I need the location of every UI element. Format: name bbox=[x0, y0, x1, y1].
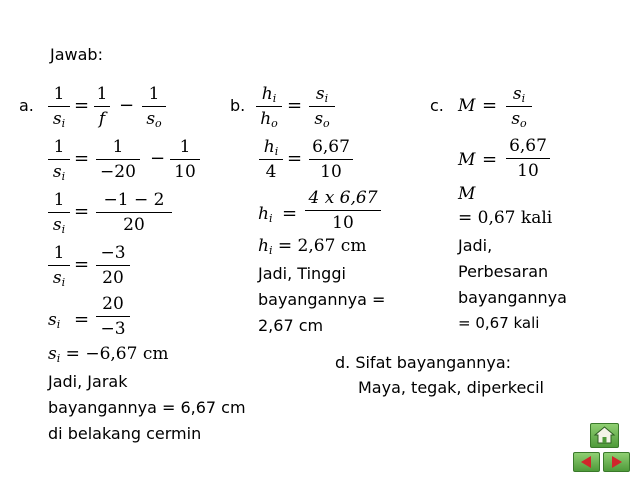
label-a: a. bbox=[19, 96, 34, 115]
c-note-4: = 0,67 kali bbox=[458, 314, 540, 332]
frac-1-si: 1 $s_i$ bbox=[48, 84, 70, 130]
frac-hi-4: $h_i$ 4 bbox=[259, 137, 283, 183]
frac-1-f: 1 f bbox=[94, 84, 110, 130]
b-note-1: Jadi, Tinggi bbox=[258, 264, 346, 283]
arrow-left-icon bbox=[574, 453, 599, 471]
a-result: $s_i = -6,67$ cm bbox=[48, 344, 169, 365]
frac-si-so: $s_i$ $s_o$ bbox=[309, 84, 335, 130]
frac-20-neg3: 20 −3 bbox=[96, 294, 130, 340]
label-d: d. Sifat bayangannya: bbox=[335, 353, 512, 372]
next-slide-button[interactable] bbox=[603, 452, 630, 472]
a-note-3: di belakang cermin bbox=[48, 424, 202, 443]
label-b: b. bbox=[230, 96, 246, 115]
prev-slide-button[interactable] bbox=[573, 452, 600, 472]
answer-heading: Jawab: bbox=[50, 45, 103, 64]
home-icon bbox=[591, 424, 618, 447]
c-note-1: Jadi, bbox=[458, 236, 493, 255]
b-result: $h_i = 2,67$ cm bbox=[258, 236, 367, 257]
b-note-2: bayangannya = bbox=[258, 290, 386, 309]
frac-667-10-c: 6,67 10 bbox=[506, 136, 550, 182]
c-note-3: bayangannya bbox=[458, 288, 567, 307]
frac-si-so-c: $s_i$ $s_o$ bbox=[506, 84, 532, 130]
d-value: Maya, tegak, diperkecil bbox=[358, 378, 544, 397]
frac-1-so: 1 $s_o$ bbox=[142, 84, 166, 130]
arrow-right-icon bbox=[604, 453, 629, 471]
label-c: c. bbox=[430, 96, 444, 115]
frac-667-10: 6,67 10 bbox=[309, 137, 353, 183]
a-note-1: Jadi, Jarak bbox=[48, 372, 128, 391]
frac-1-neg20: 1 −20 bbox=[96, 137, 140, 183]
b-note-3: 2,67 cm bbox=[258, 316, 324, 335]
home-button[interactable] bbox=[590, 423, 619, 448]
frac-1-10: 1 10 bbox=[170, 137, 200, 183]
frac-neg3-20: −3 20 bbox=[96, 243, 130, 289]
c-result: = 0,67 kali bbox=[458, 208, 553, 228]
c-note-2: Perbesaran bbox=[458, 262, 549, 281]
a-note-2: bayangannya = 6,67 cm bbox=[48, 398, 246, 417]
frac-neg1-minus-2: −1 − 2 20 bbox=[96, 190, 172, 236]
frac-hi-ho: $h_i$ $h_o$ bbox=[256, 84, 282, 130]
frac-4x667-10: 4 x 6,67 10 bbox=[305, 188, 381, 234]
